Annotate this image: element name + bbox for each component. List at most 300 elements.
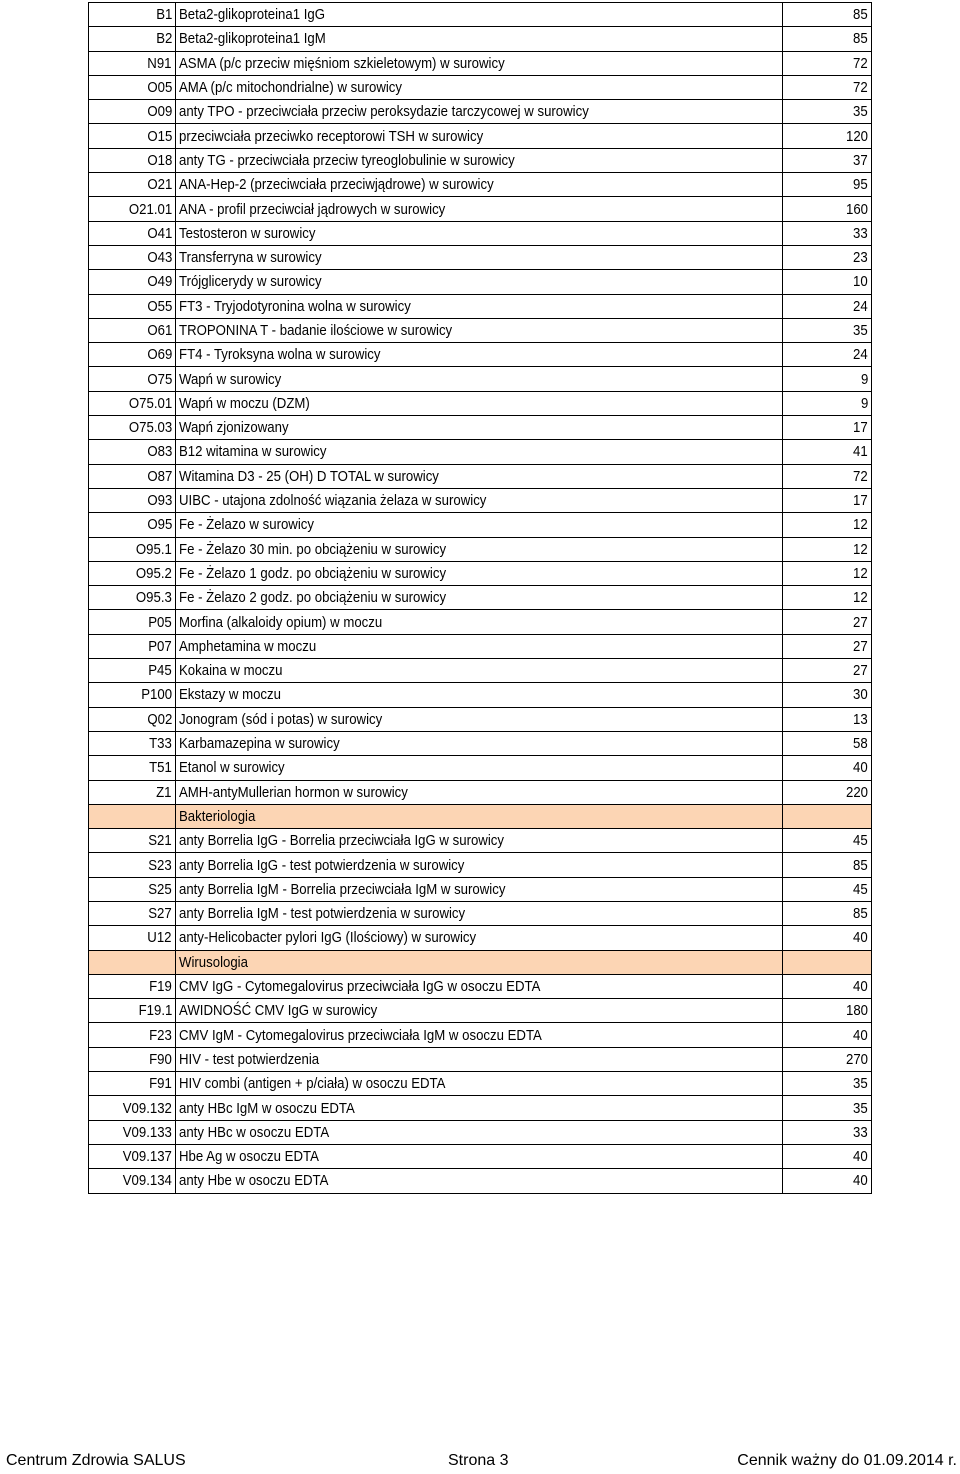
test-code-cell-text: O95.3	[136, 589, 172, 607]
table-row	[89, 974, 872, 998]
table-row	[89, 561, 872, 585]
test-code-cell	[89, 610, 176, 634]
test-name-cell-text: anty-Helicobacter pylori IgG (Ilościowy) w surowicy	[179, 929, 477, 947]
test-name-cell-text: ANA - profil przeciwciał jądrowych w surowicy	[179, 200, 446, 218]
test-price-cell	[783, 148, 872, 172]
test-price-cell	[783, 75, 872, 99]
test-code-cell	[89, 659, 176, 683]
test-name-cell	[176, 294, 783, 318]
test-price-cell	[783, 464, 872, 488]
test-name-cell	[176, 343, 783, 367]
test-name-cell-text: anty HBc w osoczu EDTA	[179, 1123, 330, 1141]
test-code-cell-text: B1	[155, 6, 172, 24]
test-name-cell-text: Wapń w moczu (DZM)	[179, 394, 310, 412]
test-name-cell-text: FT3 - Tryjodotyronina wolna w surowicy	[179, 297, 411, 315]
test-code-cell	[89, 804, 176, 828]
test-code-cell-text: Z1	[156, 783, 172, 801]
test-code-cell-text: Q02	[147, 710, 172, 728]
table-row	[89, 877, 872, 901]
test-name-cell-text: Witamina D3 - 25 (OH) D TOTAL w surowicy	[179, 467, 439, 485]
table-row	[89, 1096, 872, 1120]
test-name-cell	[176, 391, 783, 415]
test-name-cell-text: Hbe Ag w osoczu EDTA	[179, 1148, 319, 1166]
test-code-cell	[89, 513, 176, 537]
test-price-cell	[783, 391, 872, 415]
test-price-cell	[783, 197, 872, 221]
table-row	[89, 659, 872, 683]
test-price-cell	[783, 926, 872, 950]
test-name-cell	[176, 707, 783, 731]
test-code-cell	[89, 3, 176, 27]
test-code-cell-text: O21.01	[128, 200, 172, 218]
test-price-cell	[783, 488, 872, 512]
test-code-cell	[89, 221, 176, 245]
test-name-cell	[176, 488, 783, 512]
test-name-cell	[176, 537, 783, 561]
test-price-cell	[783, 1144, 872, 1168]
test-code-cell-text: O95.1	[136, 540, 172, 558]
test-code-cell	[89, 148, 176, 172]
test-code-cell-text: O69	[147, 346, 172, 364]
test-name-cell	[176, 756, 783, 780]
test-name-cell-text: anty TG - przeciwciała przeciw tyreoglobulinie w surowicy	[179, 151, 515, 169]
test-code-cell-text: O43	[147, 249, 172, 267]
test-price-cell	[783, 294, 872, 318]
test-price-cell	[783, 586, 872, 610]
test-code-cell-text: O49	[147, 273, 172, 291]
test-name-cell	[176, 51, 783, 75]
test-price-cell-text: 120	[845, 127, 868, 145]
test-name-cell	[176, 464, 783, 488]
test-price-cell-text: 40	[853, 978, 868, 996]
table-row	[89, 173, 872, 197]
test-name-cell	[176, 1144, 783, 1168]
table-row	[89, 829, 872, 853]
test-price-cell	[783, 853, 872, 877]
test-name-cell	[176, 974, 783, 998]
test-code-cell-text: F19.1	[138, 1002, 172, 1020]
test-price-cell-text: 24	[853, 346, 868, 364]
test-code-cell	[89, 343, 176, 367]
test-name-cell	[176, 27, 783, 51]
table-row	[89, 318, 872, 342]
table-row	[89, 999, 872, 1023]
test-code-cell-text: S25	[148, 880, 172, 898]
test-price-cell	[783, 51, 872, 75]
test-price-cell-text: 58	[853, 735, 868, 753]
test-name-cell-text: Testosteron w surowicy	[179, 224, 316, 242]
test-name-cell-text: Wapń w surowicy	[179, 370, 282, 388]
test-code-cell-text: S27	[148, 905, 172, 923]
test-code-cell	[89, 586, 176, 610]
test-name-cell-text: Transferryna w surowicy	[179, 249, 322, 267]
test-price-cell	[783, 318, 872, 342]
table-row	[89, 197, 872, 221]
test-name-cell	[176, 75, 783, 99]
test-price-cell	[783, 1169, 872, 1193]
test-price-cell-text: 9	[860, 394, 868, 412]
test-name-cell-text: anty Borrelia IgG - test potwierdzenia w surowicy	[179, 856, 465, 874]
test-code-cell	[89, 731, 176, 755]
test-code-cell	[89, 367, 176, 391]
test-name-cell	[176, 416, 783, 440]
test-code-cell-text: F23	[149, 1026, 172, 1044]
test-code-cell	[89, 51, 176, 75]
test-price-cell	[783, 804, 872, 828]
test-price-cell	[783, 780, 872, 804]
test-price-cell-text: 180	[845, 1002, 868, 1020]
test-price-cell-text: 12	[853, 540, 868, 558]
test-name-cell	[176, 367, 783, 391]
test-code-cell	[89, 999, 176, 1023]
table-row	[89, 537, 872, 561]
test-price-cell-text: 35	[853, 1075, 868, 1093]
test-code-cell	[89, 974, 176, 998]
test-price-cell	[783, 416, 872, 440]
price-list-body	[89, 3, 872, 1194]
test-price-cell	[783, 1047, 872, 1071]
test-price-cell-text: 17	[853, 419, 868, 437]
test-price-cell-text: 35	[853, 322, 868, 339]
test-name-cell-text: Wapń zjonizowany	[179, 419, 289, 437]
test-price-cell-text: 35	[853, 1099, 868, 1117]
test-name-cell-text: B12 witamina w surowicy	[179, 443, 327, 461]
test-code-cell	[89, 707, 176, 731]
test-code-cell-text: O15	[147, 127, 172, 145]
test-price-cell	[783, 683, 872, 707]
test-code-cell	[89, 1072, 176, 1096]
page-footer	[0, 1452, 960, 1472]
test-price-cell-text: 17	[853, 492, 868, 510]
test-name-cell-text: Fe - Żelazo 1 godz. po obciążeniu w surowicy	[179, 564, 447, 582]
test-price-cell	[783, 950, 872, 974]
section-header-row	[89, 804, 872, 828]
test-code-cell	[89, 1169, 176, 1193]
test-code-cell-text: O21	[147, 176, 172, 194]
test-code-cell	[89, 537, 176, 561]
test-price-cell-text: 40	[853, 929, 868, 947]
test-price-cell	[783, 731, 872, 755]
test-name-cell-text: Trójglicerydy w surowicy	[179, 273, 322, 291]
test-price-cell	[783, 3, 872, 27]
test-price-cell	[783, 27, 872, 51]
test-price-cell	[783, 270, 872, 294]
test-code-cell-text: V09.137	[122, 1148, 172, 1166]
test-price-cell-text: 40	[853, 759, 868, 777]
test-code-cell-text: O95	[147, 516, 172, 534]
table-row	[89, 586, 872, 610]
test-price-cell-text: 72	[853, 54, 868, 72]
test-price-cell	[783, 173, 872, 197]
table-row	[89, 926, 872, 950]
test-name-cell-text: ASMA (p/c przeciw mięśniom szkieletowym) w surowicy	[179, 54, 505, 72]
test-name-cell	[176, 877, 783, 901]
test-name-cell-text: HIV combi (antigen + p/ciała) w osoczu EDTA	[179, 1075, 446, 1093]
test-code-cell	[89, 294, 176, 318]
table-row	[89, 683, 872, 707]
test-name-cell-text: Etanol w surowicy	[179, 759, 285, 777]
test-code-cell	[89, 245, 176, 269]
test-price-cell	[783, 610, 872, 634]
table-row	[89, 367, 872, 391]
section-title-cell	[176, 950, 783, 974]
test-code-cell-text: P07	[148, 637, 172, 655]
test-price-cell-text: 9	[860, 370, 868, 388]
test-price-cell	[783, 367, 872, 391]
test-code-cell	[89, 440, 176, 464]
test-name-cell-text: Morfina (alkaloidy opium) w moczu	[179, 613, 383, 631]
test-name-cell	[176, 1023, 783, 1047]
test-name-cell	[176, 100, 783, 124]
test-code-cell-text: U12	[147, 929, 172, 947]
test-code-cell-text: O61	[147, 322, 172, 339]
test-code-cell	[89, 829, 176, 853]
test-name-cell	[176, 245, 783, 269]
test-code-cell	[89, 124, 176, 148]
test-price-cell-text: 24	[853, 297, 868, 315]
test-price-cell-text: 40	[853, 1172, 868, 1190]
test-code-cell	[89, 901, 176, 925]
test-name-cell	[176, 999, 783, 1023]
test-name-cell-text: anty Borrelia IgG - Borrelia przeciwciała IgG w surowicy	[179, 832, 504, 850]
table-row	[89, 3, 872, 27]
section-title-cell-text: Wirusologia	[179, 953, 248, 971]
test-price-cell	[783, 829, 872, 853]
test-name-cell	[176, 659, 783, 683]
test-name-cell-text: Fe - Żelazo 30 min. po obciążeniu w surowicy	[179, 540, 447, 558]
test-name-cell-text: TROPONINA T - badanie ilościowe w surowicy	[179, 322, 453, 339]
test-code-cell-text: F90	[149, 1050, 172, 1068]
table-row	[89, 1072, 872, 1096]
test-code-cell-text: O93	[147, 492, 172, 510]
test-code-cell	[89, 1120, 176, 1144]
test-name-cell	[176, 1047, 783, 1071]
test-price-cell-text: 35	[853, 103, 868, 121]
test-price-cell-text: 40	[853, 1148, 868, 1166]
test-code-cell-text: O95.2	[136, 564, 172, 582]
test-price-cell	[783, 1096, 872, 1120]
test-code-cell-text: V09.133	[122, 1123, 172, 1141]
test-code-cell	[89, 780, 176, 804]
test-name-cell-text: AMA (p/c mitochondrialne) w surowicy	[179, 79, 403, 97]
table-row	[89, 901, 872, 925]
test-price-cell	[783, 440, 872, 464]
test-price-cell-text: 85	[853, 30, 868, 48]
table-row	[89, 780, 872, 804]
test-code-cell	[89, 75, 176, 99]
test-name-cell	[176, 124, 783, 148]
test-code-cell-text: V09.132	[122, 1099, 172, 1117]
test-price-cell-text: 13	[853, 710, 868, 728]
test-name-cell	[176, 683, 783, 707]
footer-company-name: Centrum Zdrowia SALUS	[6, 1452, 186, 1469]
table-row	[89, 270, 872, 294]
test-price-cell	[783, 513, 872, 537]
test-name-cell-text: anty HBc IgM w osoczu EDTA	[179, 1099, 355, 1117]
test-name-cell	[176, 1169, 783, 1193]
table-row	[89, 488, 872, 512]
test-code-cell-text: F91	[149, 1075, 172, 1093]
section-title-cell	[176, 804, 783, 828]
test-code-cell-text: O05	[147, 79, 172, 97]
test-price-cell-text: 40	[853, 1026, 868, 1044]
test-name-cell	[176, 586, 783, 610]
test-code-cell	[89, 27, 176, 51]
test-name-cell	[176, 1072, 783, 1096]
test-name-cell	[176, 148, 783, 172]
test-code-cell-text: O75	[147, 370, 172, 388]
test-code-cell-text: O41	[147, 224, 172, 242]
test-code-cell	[89, 634, 176, 658]
test-price-cell-text: 45	[853, 832, 868, 850]
test-name-cell-text: ANA-Hep-2 (przeciwciała przeciwjądrowe) w surowicy	[179, 176, 494, 194]
test-name-cell	[176, 1096, 783, 1120]
test-code-cell	[89, 877, 176, 901]
test-price-cell	[783, 561, 872, 585]
test-price-cell-text: 12	[853, 589, 868, 607]
test-name-cell-text: anty TPO - przeciwciała przeciw peroksydazie tarczycowej w surowicy	[179, 103, 589, 121]
test-code-cell	[89, 391, 176, 415]
test-price-cell-text: 72	[853, 79, 868, 97]
price-list-table	[88, 2, 872, 1194]
test-code-cell-text: P45	[148, 662, 172, 680]
test-name-cell-text: Jonogram (sód i potas) w surowicy	[179, 710, 383, 728]
test-price-cell-text: 270	[845, 1050, 868, 1068]
test-code-cell	[89, 853, 176, 877]
table-row	[89, 1023, 872, 1047]
test-code-cell	[89, 270, 176, 294]
test-name-cell-text: AWIDNOŚĆ CMV IgG w surowicy	[179, 1002, 378, 1020]
table-row	[89, 853, 872, 877]
table-row	[89, 100, 872, 124]
test-code-cell-text: O75.03	[128, 419, 172, 437]
test-code-cell-text: B2	[155, 30, 172, 48]
footer-validity-date: Cennik ważny do 01.09.2014 r.	[737, 1452, 957, 1469]
test-name-cell	[176, 561, 783, 585]
test-price-cell	[783, 245, 872, 269]
test-code-cell-text: V09.134	[122, 1172, 172, 1190]
test-name-cell-text: CMV IgG - Cytomegalovirus przeciwciała IgG w osoczu EDTA	[179, 978, 541, 996]
test-price-cell-text: 10	[853, 273, 868, 291]
test-name-cell	[176, 270, 783, 294]
test-name-cell	[176, 221, 783, 245]
table-row	[89, 294, 872, 318]
table-row	[89, 75, 872, 99]
test-name-cell-text: Fe - Żelazo 2 godz. po obciążeniu w surowicy	[179, 589, 447, 607]
test-price-cell-text: 95	[853, 176, 868, 194]
test-name-cell-text: FT4 - Tyroksyna wolna w surowicy	[179, 346, 381, 364]
test-price-cell	[783, 974, 872, 998]
test-code-cell	[89, 464, 176, 488]
table-row	[89, 221, 872, 245]
test-code-cell	[89, 1023, 176, 1047]
test-price-cell	[783, 1120, 872, 1144]
test-name-cell	[176, 173, 783, 197]
test-name-cell-text: UIBC - utajona zdolność wiązania żelaza w surowicy	[179, 492, 487, 510]
table-row	[89, 343, 872, 367]
test-code-cell-text: S23	[148, 856, 172, 874]
test-name-cell	[176, 634, 783, 658]
test-code-cell	[89, 1096, 176, 1120]
test-price-cell	[783, 537, 872, 561]
test-price-cell	[783, 999, 872, 1023]
test-name-cell	[176, 829, 783, 853]
table-row	[89, 27, 872, 51]
test-name-cell	[176, 926, 783, 950]
test-price-cell	[783, 343, 872, 367]
test-price-cell	[783, 756, 872, 780]
test-name-cell	[176, 197, 783, 221]
test-name-cell-text: Karbamazepina w surowicy	[179, 735, 340, 753]
table-row	[89, 416, 872, 440]
test-name-cell-text: Fe - Żelazo w surowicy	[179, 516, 314, 534]
test-code-cell	[89, 416, 176, 440]
test-name-cell-text: Beta2-glikoproteina1 IgM	[179, 30, 326, 48]
table-row	[89, 756, 872, 780]
test-code-cell	[89, 926, 176, 950]
test-code-cell-text: P100	[141, 686, 172, 704]
test-name-cell-text: Kokaina w moczu	[179, 662, 283, 680]
test-code-cell-text: S21	[148, 832, 172, 850]
table-row	[89, 245, 872, 269]
test-code-cell-text: O83	[147, 443, 172, 461]
test-code-cell	[89, 100, 176, 124]
table-row	[89, 124, 872, 148]
test-code-cell	[89, 950, 176, 974]
test-name-cell-text: anty Borrelia IgM - Borrelia przeciwciała IgM w surowicy	[179, 880, 506, 898]
test-name-cell	[176, 731, 783, 755]
footer-page-number: Strona 3	[448, 1452, 509, 1469]
test-code-cell	[89, 1047, 176, 1071]
test-price-cell-text: 12	[853, 564, 868, 582]
test-price-cell	[783, 124, 872, 148]
test-name-cell-text: Ekstazy w moczu	[179, 686, 281, 704]
test-price-cell-text: 33	[853, 1123, 868, 1141]
test-name-cell	[176, 853, 783, 877]
test-price-cell-text: 33	[853, 224, 868, 242]
test-code-cell	[89, 683, 176, 707]
test-price-cell-text: 85	[853, 856, 868, 874]
test-price-cell-text: 12	[853, 516, 868, 534]
table-row	[89, 1047, 872, 1071]
test-code-cell-text: T51	[149, 759, 172, 777]
test-price-cell	[783, 901, 872, 925]
test-price-cell-text: 23	[853, 249, 868, 267]
test-code-cell	[89, 561, 176, 585]
test-price-cell	[783, 1072, 872, 1096]
table-row	[89, 464, 872, 488]
test-name-cell	[176, 318, 783, 342]
test-price-cell	[783, 707, 872, 731]
test-name-cell-text: Beta2-glikoproteina1 IgG	[179, 6, 326, 24]
table-row	[89, 148, 872, 172]
table-row	[89, 707, 872, 731]
table-row	[89, 610, 872, 634]
test-name-cell-text: AMH-antyMullerian hormon w surowicy	[179, 783, 408, 801]
table-row	[89, 513, 872, 537]
test-price-cell	[783, 1023, 872, 1047]
table-row	[89, 1144, 872, 1168]
table-row	[89, 634, 872, 658]
test-price-cell-text: 41	[853, 443, 868, 461]
test-price-cell-text: 85	[853, 6, 868, 24]
test-name-cell-text: CMV IgM - Cytomegalovirus przeciwciała IgM w osoczu EDTA	[179, 1026, 542, 1044]
test-code-cell	[89, 488, 176, 512]
test-price-cell-text: 27	[853, 613, 868, 631]
table-row	[89, 1120, 872, 1144]
test-code-cell	[89, 1144, 176, 1168]
table-row	[89, 51, 872, 75]
